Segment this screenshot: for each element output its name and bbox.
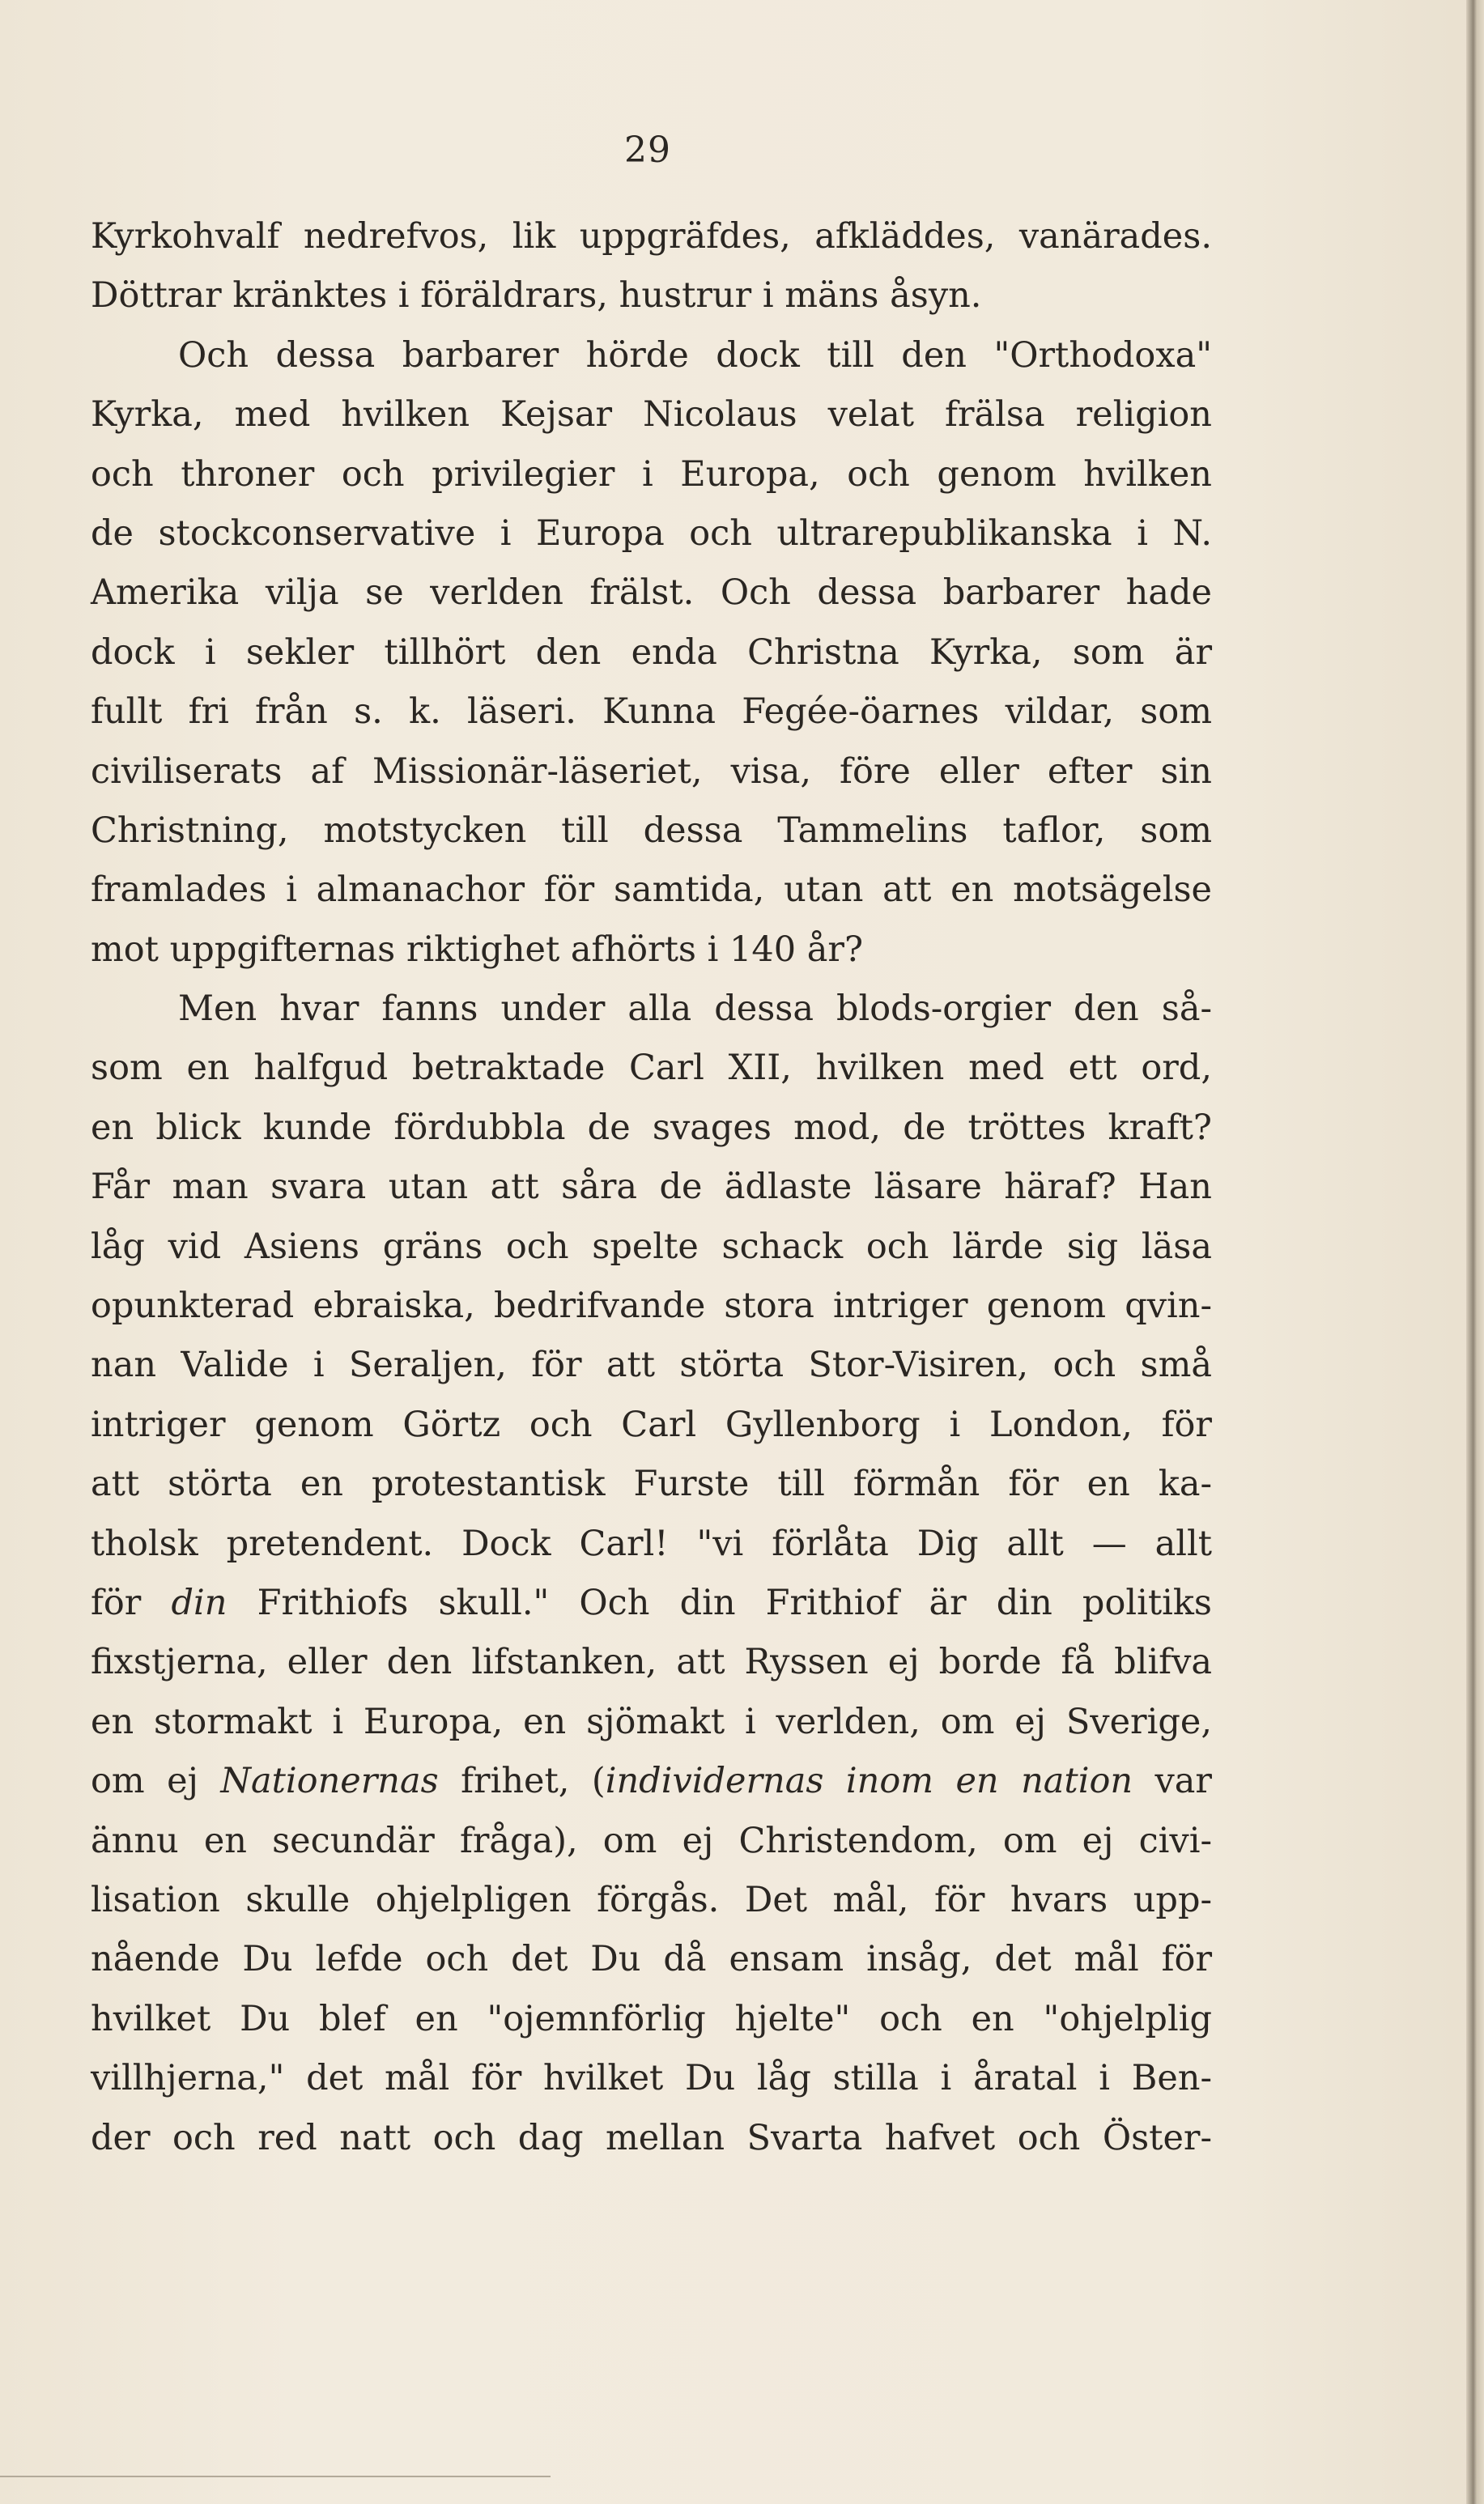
text-line: Döttrar kränktes i föräldrars, hustrur i mäns åsyn. — [91, 275, 982, 317]
italic-text: Nationernas — [220, 1761, 439, 1802]
text-line: villhjerna," det mål för hvilket Du låg stilla i åratal i Ben- — [91, 2058, 1212, 2099]
text-line: opunkterad ebraiska, bedrifvande stora intriger genom qvin- — [91, 1286, 1212, 1327]
text-line: intriger genom Görtz och Carl Gyllenborg i London, för — [91, 1404, 1212, 1445]
text-line — [91, 1752, 1212, 1811]
text-segment: om ej — [91, 1761, 221, 1802]
text-line: Och dessa barbarer hörde dock till den "Orthodoxa" — [178, 334, 1212, 376]
text-line: civiliserats af Missionär-läseriet, visa, före eller efter sin — [91, 750, 1212, 792]
text-line: de stockconservative i Europa och ultrarepublikanska i N. — [91, 512, 1212, 554]
text-line: en stormakt i Europa, en sjömakt i verlden, om ej Sverige, — [91, 1701, 1212, 1742]
text-segment: frihet, ( — [438, 1761, 606, 1802]
text-segment: för — [91, 1582, 172, 1623]
text-line: Kyrka, med hvilken Kejsar Nicolaus velat frälsa religion — [91, 394, 1212, 436]
text-line: mot uppgifternas riktighet afhörts i 140 år? — [91, 929, 864, 970]
text-line: nan Valide i Seraljen, för att störta Stor-Visiren, och små — [91, 1345, 1212, 1386]
text-line: Men hvar fanns under alla dessa blods-orgier den så- — [178, 988, 1212, 1030]
text-line: dock i sekler tillhört den enda Christna Kyrka, som är — [91, 631, 1212, 673]
text-line: att störta en protestantisk Furste till förmån för en ka- — [91, 1464, 1212, 1505]
text-line: Kyrkohvalf nedrefvos, lik uppgräfdes, afkläddes, vanärades. — [91, 216, 1212, 257]
text-line: der och red natt och dag mellan Svarta hafvet och Öster- — [91, 2117, 1212, 2158]
text-line: fullt fri från s. k. läseri. Kunna Fegée-öarnes vildar, som — [91, 691, 1212, 733]
text-line: tholsk pretendent. Dock Carl! "vi förlåta Dig allt — allt — [91, 1523, 1212, 1564]
page-number: 29 — [624, 130, 671, 171]
text-line: lisation skulle ohjelpligen förgås. Det mål, för hvars upp- — [91, 1879, 1212, 1920]
text-line: en blick kunde fördubbla de svages mod, de tröttes kraft? — [91, 1107, 1212, 1148]
text-line: ännu en secundär fråga), om ej Christendom, om ej civi- — [91, 1820, 1212, 1861]
italic-text: din — [171, 1582, 227, 1623]
text-line: Amerika vilja se verlden frälst. Och dessa barbarer hade — [91, 572, 1212, 614]
text-line: nående Du lefde och det Du då ensam insåg, det mål för — [91, 1939, 1212, 1980]
text-line: hvilket Du blef en "ojemnförlig hjelte" och en "ohjelplig — [91, 1998, 1212, 2039]
page-binding-edge — [1466, 0, 1484, 2504]
italic-text: individernas inom en nation — [605, 1761, 1133, 1802]
text-line: låg vid Asiens gräns och spelte schack och lärde sig läsa — [91, 1226, 1212, 1267]
text-line — [91, 1574, 1212, 1633]
text-line: som en halfgud betraktade Carl XII, hvilken med ett ord, — [91, 1048, 1212, 1089]
text-segment: var — [1133, 1761, 1212, 1802]
body-text — [91, 207, 1212, 2168]
text-line: Får man svara utan att såra de ädlaste läsare häraf? Han — [91, 1167, 1212, 1208]
text-line: fixstjerna, eller den lifstanken, att Ryssen ej borde få blifva — [91, 1642, 1212, 1683]
text-line: framlades i almanachor för samtida, utan att en motsägelse — [91, 869, 1212, 911]
text-line: Christning, motstycken till dessa Tammelins taflor, som — [91, 810, 1212, 851]
text-line: och throner och privilegier i Europa, och genom hvilken — [91, 453, 1212, 495]
bottom-rule — [0, 2476, 551, 2477]
text-segment: Frithiofs skull." Och din Frithiof är din politiks — [227, 1582, 1212, 1623]
